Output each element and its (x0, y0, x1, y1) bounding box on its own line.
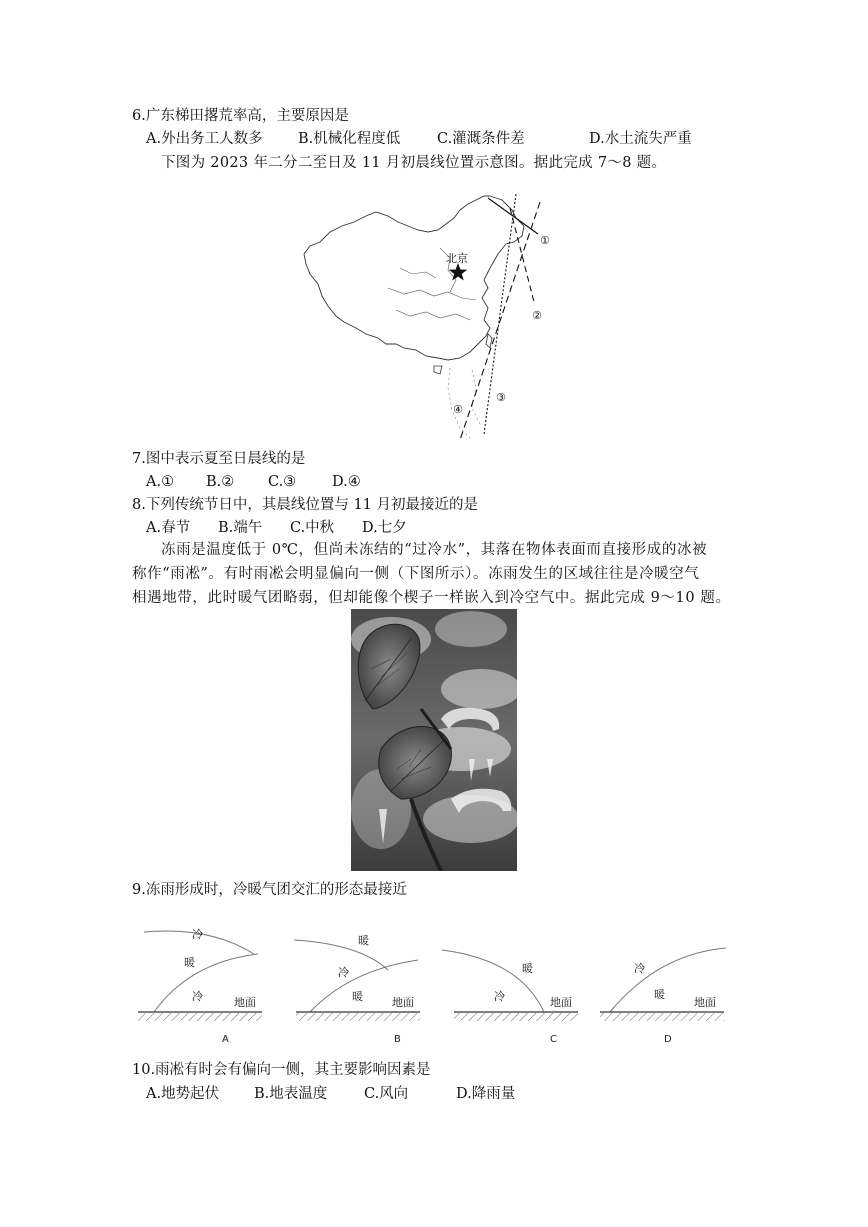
diagram-a-letter: A (222, 1034, 229, 1045)
intro-9-10-line-2: 称作“雨凇”。有时雨凇会明显偏向一侧（下图所示）。冻雨发生的区域往往是冷暖空气 (132, 566, 700, 582)
diagram-c-letter: C (550, 1034, 557, 1045)
beijing-star-icon (449, 263, 468, 281)
q6-option-d: D.水土流失严重 (589, 131, 692, 147)
intro-7-8: 下图为 2023 年二分二至日及 11 月初晨线位置示意图。据此完成 7～8 题。 (161, 155, 667, 171)
svg-text:冷: 冷 (192, 928, 203, 941)
svg-text:冷: 冷 (338, 966, 349, 979)
q10-option-c: C.风向 (364, 1086, 409, 1102)
q7-option-a: A.① (146, 474, 175, 490)
svg-text:冷: 冷 (192, 990, 203, 1003)
svg-text:暖: 暖 (522, 962, 533, 975)
china-outline (304, 196, 524, 360)
svg-text:地面: 地面 (234, 996, 256, 1009)
svg-text:地面: 地面 (694, 996, 716, 1009)
beijing-label: 北京 (446, 252, 468, 265)
q10-option-b: B.地表温度 (254, 1086, 328, 1102)
q10-option-a: A.地势起伏 (146, 1086, 220, 1102)
diagram-d-letter: D (664, 1034, 672, 1045)
q8-stem: 8.下列传统节日中，其晨线位置与 11 月初最接近的是 (132, 497, 479, 513)
q10-option-d: D.降雨量 (456, 1086, 516, 1102)
q6-option-a: A.外出务工人数多 (146, 131, 263, 147)
line-label-2: ② (532, 309, 542, 322)
svg-text:地面: 地面 (550, 996, 572, 1009)
q8-option-c: C.中秋 (290, 520, 335, 536)
svg-text:暖: 暖 (352, 990, 363, 1003)
svg-text:冷: 冷 (634, 962, 645, 975)
line-label-4: ④ (453, 403, 463, 416)
q9-stem: 9.冻雨形成时，冷暖气团交汇的形态最接近 (132, 882, 407, 898)
q6-stem: 6.广东梯田撂荒率高，主要原因是 (132, 108, 349, 124)
q7-option-b: B.② (206, 474, 235, 490)
diagram-a (138, 927, 262, 1045)
q8-option-b: B.端午 (218, 520, 263, 536)
q6-option-c: C.灌溉条件差 (437, 131, 525, 147)
intro-9-10-line-3: 相遇地带，此时暖气团略弱，但却能像个楔子一样嵌入到冷空气中。据此完成 9～10 题。 (132, 590, 731, 606)
intro-9-10-line-1: 冻雨是温度低于 0℃，但尚未冻结的“过冷水”，其落在物体表面而直接形成的冰被 (161, 542, 708, 558)
svg-text:冷: 冷 (494, 990, 505, 1003)
q7-option-c: C.③ (268, 474, 297, 490)
svg-text:暖: 暖 (654, 988, 665, 1001)
diagram-d (600, 948, 726, 1045)
terminator-map-figure (300, 188, 570, 440)
q10-stem: 10.雨凇有时会有偏向一侧，其主要影响因素是 (132, 1062, 431, 1078)
q9-diagrams (130, 918, 730, 1048)
q8-option-a: A.春节 (146, 520, 191, 536)
diagram-b (294, 933, 420, 1045)
diagram-b-letter: B (394, 1034, 401, 1045)
q6-option-b: B.机械化程度低 (298, 131, 401, 147)
terminator-line-4 (460, 202, 540, 440)
diagram-c (442, 950, 578, 1045)
line-label-1: ① (540, 234, 550, 247)
svg-text:暖: 暖 (358, 934, 369, 947)
q7-stem: 7.图中表示夏至日晨线的是 (132, 451, 306, 467)
line-label-3: ③ (496, 391, 506, 404)
q8-option-d: D.七夕 (362, 520, 407, 536)
svg-text:地面: 地面 (392, 996, 414, 1009)
glaze-ice-photo (351, 609, 517, 871)
q7-option-d: D.④ (332, 474, 361, 490)
svg-text:暖: 暖 (184, 956, 195, 969)
